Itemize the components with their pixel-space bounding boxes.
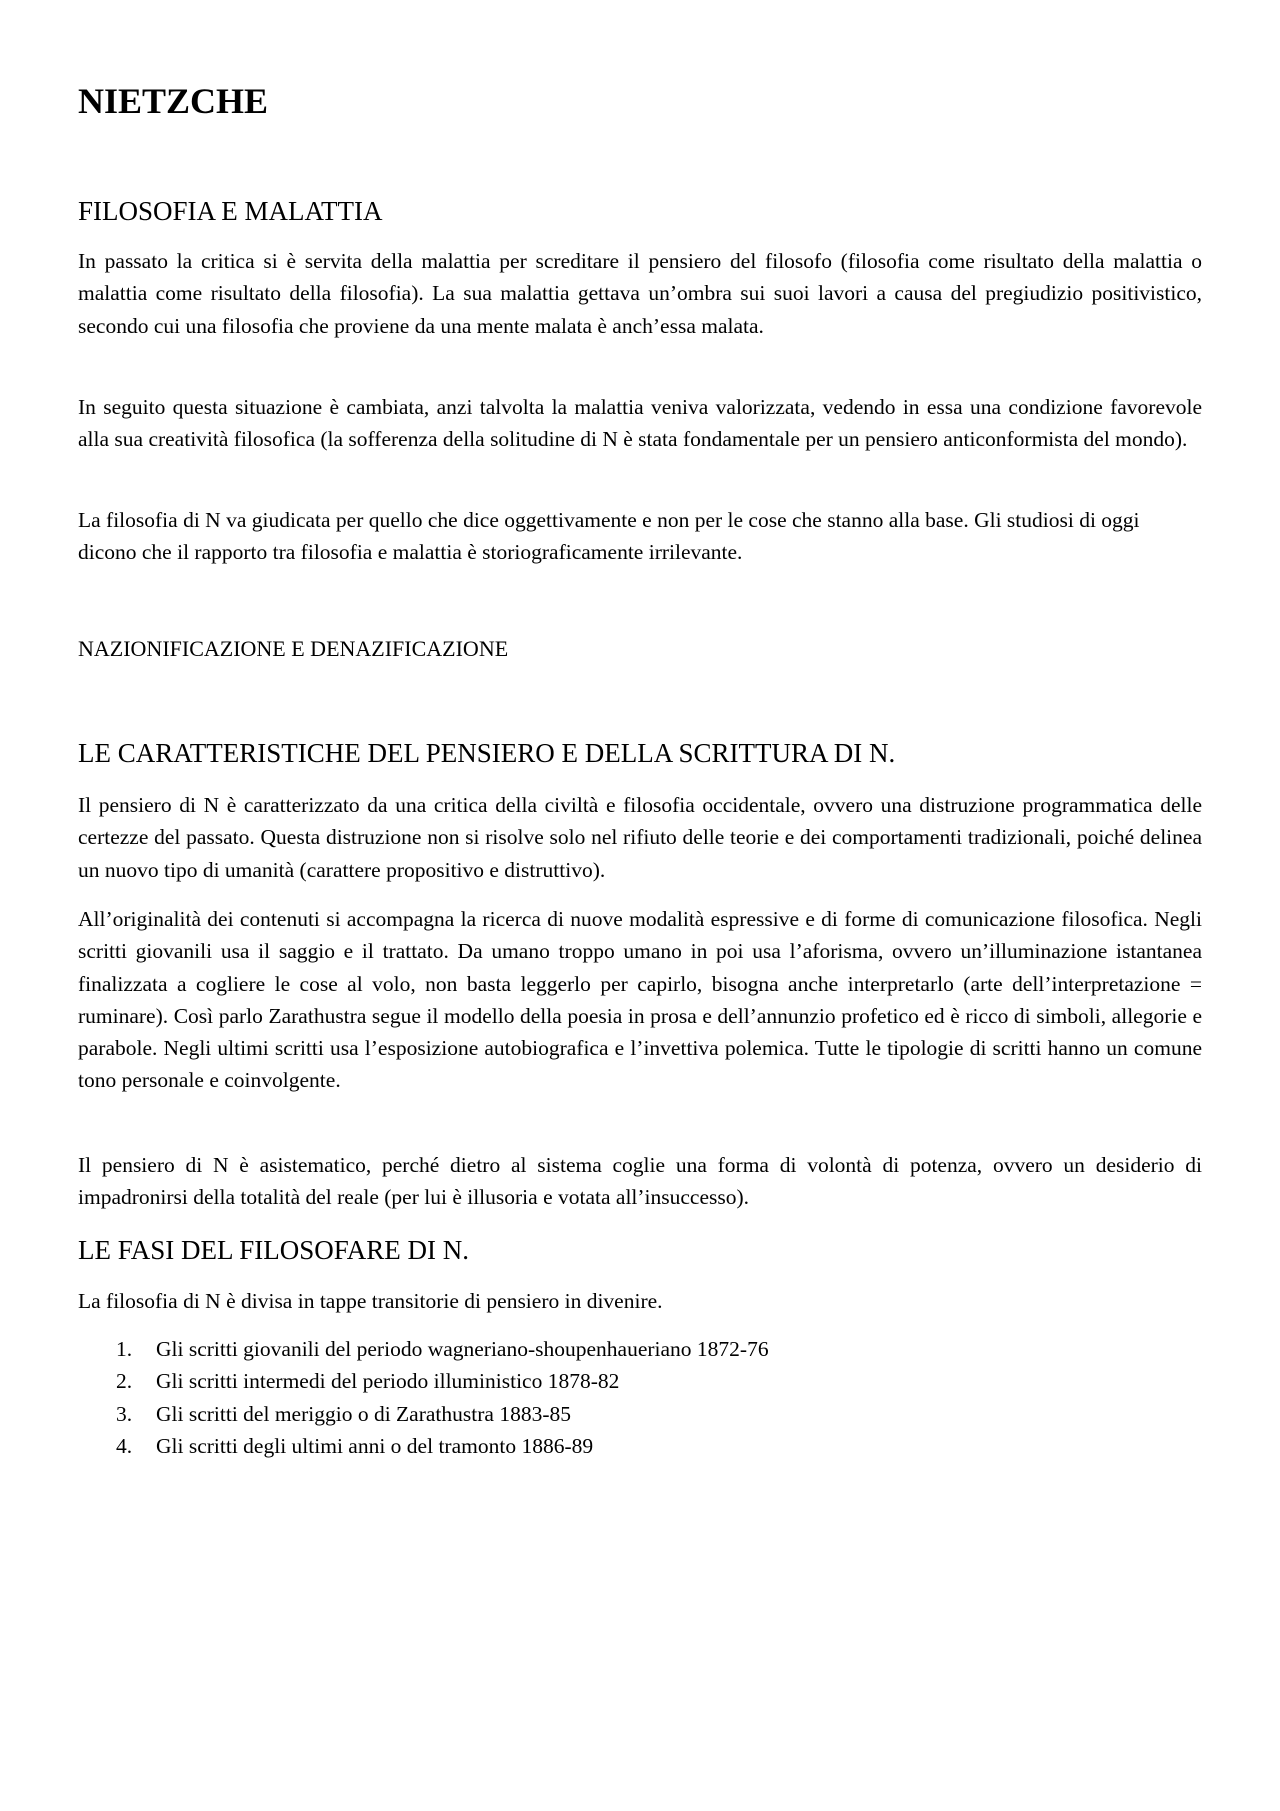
paragraph: La filosofia di N va giudicata per quello che dice oggettivamente e non per le cose che stanno alla base. Gli studiosi di oggi dicono che il rapporto tra filosofia e malattia è storiograficamente irrilevante. bbox=[78, 508, 1140, 565]
heading-caratteristiche: LE CARATTERISTICHE DEL PENSIERO E DELLA SCRITTURA DI N. bbox=[78, 738, 896, 768]
paragraph: In passato la critica si è servita della malattia per screditare il pensiero del filosofo (filosofia come risultato della malattia o malattia come risultato della filosofia). La sua malattia gettava un’ombra sui suoi lavori a causa del pregiudizio positivistico, secondo cui una filosofia che proviene da una mente malata è anch’essa malata. bbox=[78, 249, 1202, 338]
list-text: Gli scritti degli ultimi anni o del tramonto 1886-89 bbox=[156, 1433, 594, 1458]
list-item bbox=[78, 1365, 769, 1397]
list-item bbox=[78, 1398, 769, 1430]
list-number: 4. bbox=[116, 1433, 133, 1458]
fasi-list bbox=[78, 1333, 769, 1462]
paragraph: All’originalità dei contenuti si accompagna la ricerca di nuove modalità espressive e di forme di comunicazione filosofica. Negli scritti giovanili usa il saggio e il trattato. Da umano troppo umano in poi usa l’aforisma, ovvero un’illuminazione istantanea finalizzata a cogliere le cose al volo, non basta leggerlo per capirlo, bisogna anche interpretarlo (arte dell’interpretazione = ruminare). Così parlo Zarathustra segue il modello della poesia in prosa e dell’annunzio profetico ed è ricco di simboli, allegorie e parabole. Negli ultimi scritti usa l’esposizione autobiografica e l’invettiva polemica. Tutte le tipologie di scritti hanno un comune tono personale e coinvolgente. bbox=[78, 907, 1202, 1093]
paragraph: Il pensiero di N è asistematico, perché dietro al sistema coglie una forma di volontà di potenza, ovvero un desiderio di impadronirsi della totalità del reale (per lui è illusoria e votata all’insuccesso). bbox=[78, 1153, 1202, 1210]
list-text: Gli scritti giovanili del periodo wagneriano-shoupenhaueriano 1872-76 bbox=[156, 1337, 769, 1361]
list-number: 1. bbox=[116, 1337, 133, 1361]
heading-filosofia-malattia: FILOSOFIA E MALATTIA bbox=[78, 196, 383, 226]
list-text: Gli scritti intermedi del periodo illuministico 1878-82 bbox=[156, 1369, 620, 1394]
list-text: Gli scritti del meriggio o di Zarathustra 1883-85 bbox=[156, 1401, 571, 1426]
list-number: 3. bbox=[116, 1401, 133, 1426]
paragraph: In seguito questa situazione è cambiata, anzi talvolta la malattia veniva valorizzata, vedendo in essa una condizione favorevole alla sua creatività filosofica (la sofferenza della solitudine di N è stata fondamentale per un pensiero anticonformista del mondo). bbox=[78, 395, 1202, 452]
list-item bbox=[78, 1430, 769, 1462]
list-number: 2. bbox=[116, 1369, 133, 1394]
list-item bbox=[78, 1333, 769, 1365]
document-title: NIETZCHE bbox=[78, 81, 269, 121]
paragraph: Il pensiero di N è caratterizzato da una critica della civiltà e filosofia occidentale, ovvero una distruzione programmatica delle certezze del passato. Questa distruzione non si risolve solo nel rifiuto delle teorie e dei comportamenti tradizionali, poiché delinea un nuovo tipo di umanità (carattere propositivo e distruttivo). bbox=[78, 793, 1202, 882]
fasi-intro: La filosofia di N è divisa in tappe transitorie di pensiero in divenire. bbox=[78, 1289, 663, 1313]
heading-nazionificazione: NAZIONIFICAZIONE E DENAZIFICAZIONE bbox=[78, 636, 509, 661]
heading-fasi: LE FASI DEL FILOSOFARE DI N. bbox=[78, 1235, 469, 1265]
